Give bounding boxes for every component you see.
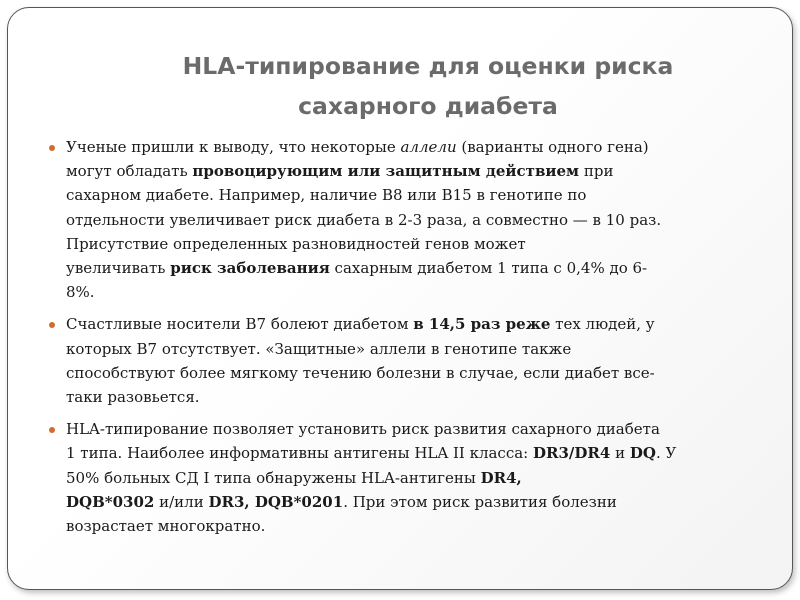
bullet-list bbox=[66, 135, 766, 546]
text-line: сахарном диабете. Например, наличие B8 или B15 в генотипе по bbox=[66, 186, 587, 205]
text-line: таки разовьется. bbox=[66, 388, 200, 407]
text-line: Счастливые носители B7 болеют диабетом в 14,5 раз реже тех людей, у bbox=[66, 315, 655, 334]
text-line: возрастает многократно. bbox=[66, 517, 266, 536]
slide-title bbox=[8, 46, 793, 126]
bullet-dot-icon bbox=[49, 322, 55, 328]
emphasis-bold: DR3/DR4 bbox=[533, 444, 611, 463]
slide bbox=[7, 7, 793, 590]
bullet-dot-icon bbox=[49, 145, 55, 151]
title-line-1: HLA-типирование для оценки риска bbox=[182, 52, 674, 80]
emphasis-bold: DQ bbox=[629, 444, 656, 463]
bullet-item-alleles bbox=[66, 135, 766, 304]
emphasis-italic: аллели bbox=[400, 138, 457, 156]
text-line: способствуют более мягкому течению болезни в случае, если диабет все- bbox=[66, 363, 655, 382]
bullet-dot-icon bbox=[49, 427, 55, 433]
text-line: отдельности увеличивает риск диабета в 2-3 раза, а совместно — в 10 раз. bbox=[66, 210, 662, 229]
text-line: 8%. bbox=[66, 283, 95, 302]
text-line: HLA-типирование позволяет установить риск развития сахарного диабета bbox=[66, 420, 660, 439]
text-line: которых B7 отсутствует. «Защитные» аллели в генотипе также bbox=[66, 339, 572, 358]
emphasis-bold: DR3, DQB*0201 bbox=[208, 492, 344, 511]
text-line: Присутствие определенных разновидностей генов может bbox=[66, 234, 526, 253]
emphasis-bold: риск заболевания bbox=[170, 259, 330, 278]
text-line: могут обладать провоцирующим или защитным действием при bbox=[66, 162, 614, 181]
emphasis-bold: в 14,5 раз реже bbox=[413, 315, 551, 334]
title-line-2: сахарного диабета bbox=[298, 92, 558, 120]
emphasis-bold: провоцирующим или защитным действием bbox=[192, 162, 580, 181]
text-line: 50% больных СД I типа обнаружены HLA-антигены DR4, bbox=[66, 468, 522, 487]
text-line: увеличивать риск заболевания сахарным диабетом 1 типа с 0,4% до 6- bbox=[66, 259, 648, 278]
bullet-item-hla-typing bbox=[66, 417, 766, 538]
text-line: Ученые пришли к выводу, что некоторые аллели (варианты одного гена) bbox=[66, 138, 649, 156]
emphasis-bold: DQB*0302 bbox=[66, 492, 155, 511]
bullet-item-b7-carriers bbox=[66, 312, 766, 409]
emphasis-bold: DR4, bbox=[480, 468, 522, 487]
text-line: DQB*0302 и/или DR3, DQB*0201. При этом риск развития болезни bbox=[66, 492, 617, 511]
text-line: 1 типа. Наиболее информативны антигены HLA II класса: DR3/DR4 и DQ. У bbox=[66, 444, 677, 463]
